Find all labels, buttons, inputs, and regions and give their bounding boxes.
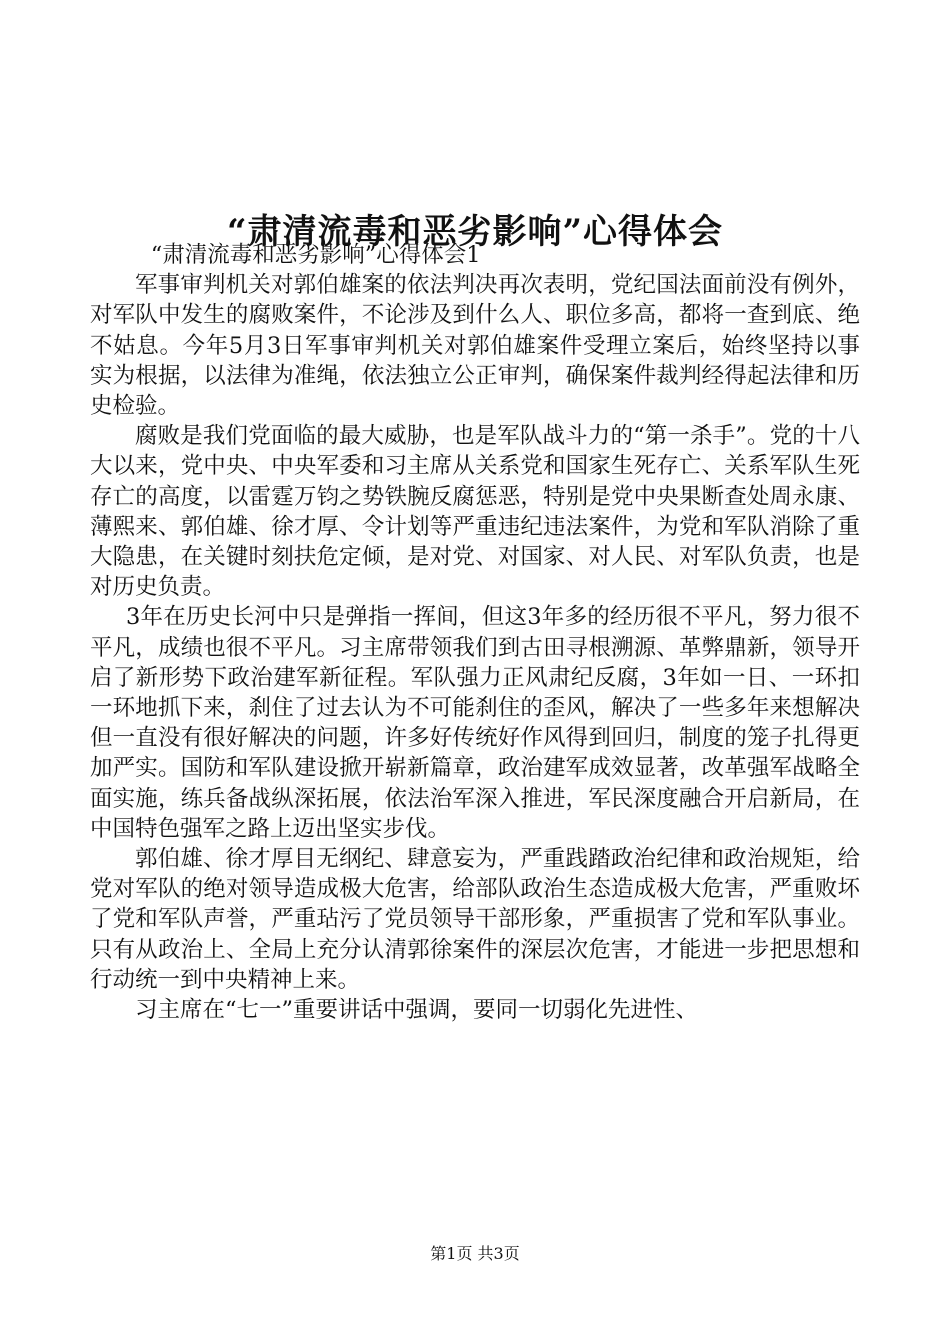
page-footer: 第1页 共3页 <box>430 1244 520 1263</box>
document-title: “肃清流毒和恶劣影响”心得体会 <box>226 211 724 252</box>
paragraph-3: 3年在历史长河中只是弹指一挥间，但这3年多的经历很不平凡，努力很不平凡，成绩也很不平凡。习主席带领我们到古田寻根溯源、革弊鼎新，领导开启了新形势下政治建军新征程。军队强力正风肃纪反腐，3年如一日、一环扣一环地抓下来，刹住了过去认为不可能刹住的歪风，解决了一些多年来想解决但一直没有很好解决的问题，许多好传统好作风得到回归，制度的笼子扎得更加严实。国防和军队建设掀开崭新篇章，政治建军成效显著，改革强军战略全面实施，练兵备战纵深拓展，依法治军深入推进，军民深度融合开启新局，在中国特色强军之路上迈出坚实步伐。 <box>90 604 860 842</box>
paragraph-4: 郭伯雄、徐才厚目无纲纪、肆意妄为，严重践踏政治纪律和政治规矩，给党对军队的绝对领导造成极大危害，给部队政治生态造成极大危害，严重败坏了党和军队声誉，严重玷污了党员领导干部形象，严重损害了党和军队事业。只有从政治上、全局上充分认清郭徐案件的深层次危害，才能进一步把思想和行动统一到中央精神上来。 <box>90 846 860 993</box>
paragraph-1: 军事审判机关对郭伯雄案的依法判决再次表明，党纪国法面前没有例外，对军队中发生的腐败案件，不论涉及到什么人、职位多高，都将一查到底、绝不姑息。今年5月3日军事审判机关对郭伯雄案件受理立案后，始终坚持以事实为根据，以法律为准绳，依法独立公正审判，确保案件裁判经得起法律和历史检验。 <box>90 272 860 420</box>
document-body <box>90 240 860 1025</box>
section-heading: “肃清流毒和恶劣影响”心得体会1 <box>150 242 481 268</box>
paragraph-5: 习主席在“七一”重要讲话中强调，要同一切弱化先进性、 <box>135 997 699 1024</box>
paragraph-2: 腐败是我们党面临的最大威胁，也是军队战斗力的“第一杀手”。党的十八大以来，党中央、中央军委和习主席从关系党和国家生死存亡、关系军队生死存亡的高度，以雷霆万钧之势铁腕反腐惩恶，特别是党中央果断查处周永康、薄熙来、郭伯雄、徐才厚、令计划等严重违纪违法案件，为党和军队消除了重大隐患，在关键时刻扶危定倾，是对党、对国家、对人民、对军队负责，也是对历史负责。 <box>90 423 860 601</box>
